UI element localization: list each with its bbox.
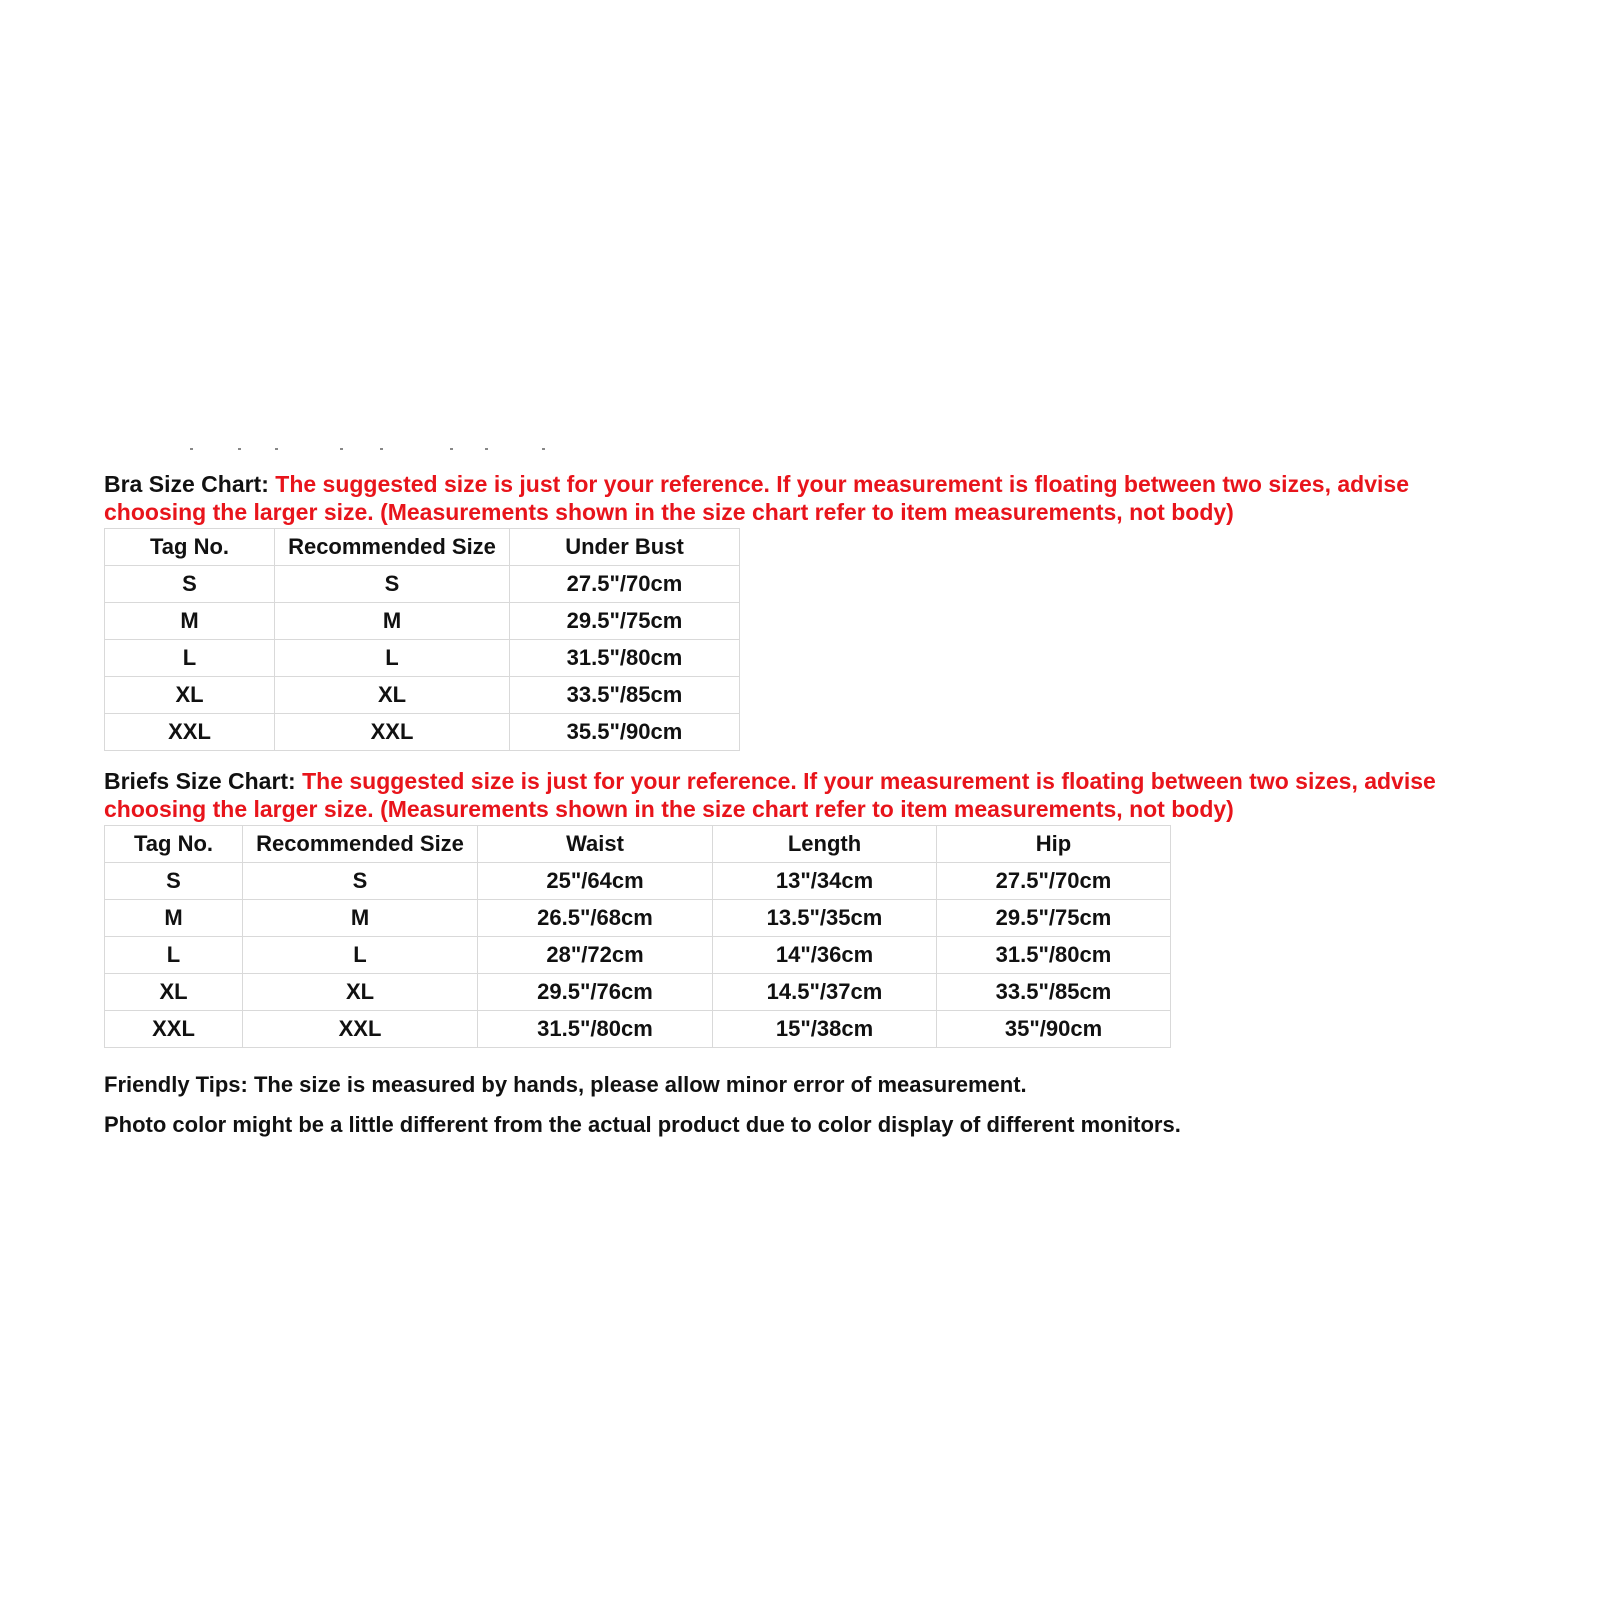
table-cell: 29.5"/76cm (478, 974, 713, 1011)
table-cell: XXL (105, 1011, 243, 1048)
table-row (105, 714, 740, 751)
column-header-tag-no: Tag No. (105, 826, 243, 863)
table-cell: 25"/64cm (478, 863, 713, 900)
briefs-chart-label: Briefs Size Chart: (104, 768, 296, 794)
table-cell: 15"/38cm (713, 1011, 937, 1048)
table-cell: L (275, 640, 510, 677)
table-cell: 31.5"/80cm (937, 937, 1171, 974)
column-header-recommended-size: Recommended Size (275, 529, 510, 566)
tips-line-measurement: Friendly Tips: The size is measured by hands, please allow minor error of measurement. (104, 1072, 1027, 1097)
table-cell: 35"/90cm (937, 1011, 1171, 1048)
table-cell: 13.5"/35cm (713, 900, 937, 937)
table-cell: L (243, 937, 478, 974)
table-cell: XXL (243, 1011, 478, 1048)
table-cell: 31.5"/80cm (478, 1011, 713, 1048)
tips-line-color: Photo color might be a little different from the actual product due to color display of different monitors. (104, 1112, 1181, 1137)
table-cell: 27.5"/70cm (510, 566, 740, 603)
table-cell: 28"/72cm (478, 937, 713, 974)
table-cell: M (105, 900, 243, 937)
table-cell: 26.5"/68cm (478, 900, 713, 937)
briefs-size-table (104, 825, 1171, 1048)
column-header-tag-no: Tag No. (105, 529, 275, 566)
table-cell: 14.5"/37cm (713, 974, 937, 1011)
table-cell: S (275, 566, 510, 603)
column-header-recommended-size: Recommended Size (243, 826, 478, 863)
column-header-under-bust: Under Bust (510, 529, 740, 566)
table-row (105, 974, 1171, 1011)
briefs-size-chart (104, 767, 1504, 1048)
table-header-row (105, 529, 740, 566)
table-cell: M (105, 603, 275, 640)
column-header-length: Length (713, 826, 937, 863)
table-cell: 35.5"/90cm (510, 714, 740, 751)
table-cell: S (105, 863, 243, 900)
table-cell: S (243, 863, 478, 900)
table-cell: XXL (105, 714, 275, 751)
table-row (105, 603, 740, 640)
friendly-tips (104, 1065, 1181, 1145)
table-cell: 33.5"/85cm (510, 677, 740, 714)
table-cell: M (243, 900, 478, 937)
table-cell: M (275, 603, 510, 640)
table-cell: S (105, 566, 275, 603)
cropped-text-remnant (180, 446, 560, 452)
table-cell: XL (275, 677, 510, 714)
table-cell: 31.5"/80cm (510, 640, 740, 677)
briefs-chart-heading (104, 767, 1504, 823)
bra-chart-label: Bra Size Chart: (104, 471, 269, 497)
table-cell: L (105, 937, 243, 974)
table-header-row (105, 826, 1171, 863)
bra-size-table (104, 528, 740, 751)
table-row (105, 900, 1171, 937)
bra-chart-heading (104, 470, 1504, 526)
table-row (105, 863, 1171, 900)
table-cell: 33.5"/85cm (937, 974, 1171, 1011)
bra-chart-note: The suggested size is just for your reference. If your measurement is floating between two sizes, advise choosing the larger size. (Measurements shown in the size chart refer to item measurements, not body) (104, 471, 1409, 525)
table-row (105, 937, 1171, 974)
table-cell: XL (105, 974, 243, 1011)
table-row (105, 1011, 1171, 1048)
briefs-chart-note: The suggested size is just for your reference. If your measurement is floating between two sizes, advise choosing the larger size. (Measurements shown in the size chart refer to item measurements, not body) (104, 768, 1436, 822)
table-cell: L (105, 640, 275, 677)
table-cell: XXL (275, 714, 510, 751)
table-cell: 29.5"/75cm (937, 900, 1171, 937)
table-row (105, 566, 740, 603)
table-row (105, 640, 740, 677)
bra-size-chart (104, 470, 1504, 751)
table-cell: 27.5"/70cm (937, 863, 1171, 900)
table-cell: XL (243, 974, 478, 1011)
table-row (105, 677, 740, 714)
column-header-hip: Hip (937, 826, 1171, 863)
column-header-waist: Waist (478, 826, 713, 863)
table-cell: XL (105, 677, 275, 714)
table-cell: 13"/34cm (713, 863, 937, 900)
table-cell: 29.5"/75cm (510, 603, 740, 640)
table-cell: 14"/36cm (713, 937, 937, 974)
